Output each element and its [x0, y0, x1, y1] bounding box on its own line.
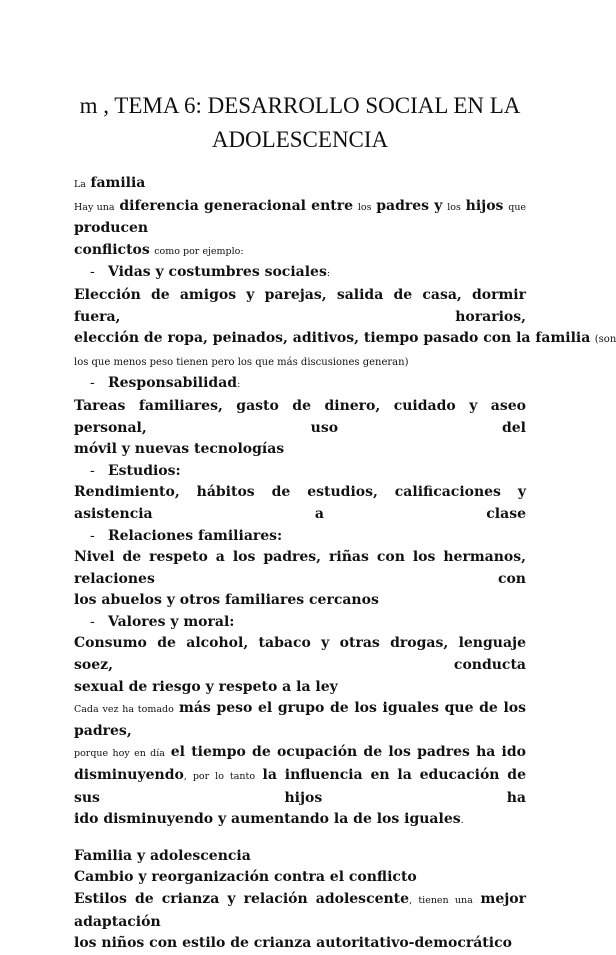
text-fragment: como por ejemplo:: [154, 245, 244, 257]
detail-rel-1: Nivel de respeto a los padres, riñas con los hermanos, relaciones con: [74, 549, 526, 587]
bullet-vidas: [74, 262, 526, 285]
section2-line-1: Cambio y reorganización contra el conflicto: [74, 869, 417, 886]
text-fragment: porque hoy en día: [74, 748, 165, 760]
text-fragment: Cada vez ha tomado: [74, 704, 174, 716]
text-fragment: Hay una: [74, 201, 115, 213]
text-familia: familia: [90, 175, 146, 191]
conclusion-line-4: [74, 809, 526, 832]
text-fragment: hijos: [465, 197, 504, 214]
text-fragment: los que menos peso tienen pero los que más discusiones generan): [74, 356, 409, 368]
bullet-valores: [74, 612, 526, 634]
detail-rel-2: los abuelos y otros familiares cercanos: [74, 592, 379, 609]
bullet-label: Vidas y costumbres sociales: [108, 264, 327, 281]
text-fragment: elección de ropa, peinados, aditivos, tiempo pasado con la familia: [74, 330, 591, 347]
bullet-dash: -: [90, 264, 95, 281]
text-fragment: la influencia en la educación de sus hijos ha: [74, 767, 527, 806]
section2-line-3: los niños con estilo de crianza autoritativo-democrático: [74, 935, 512, 952]
intro-line-2: [74, 240, 526, 263]
text-fragment: los: [447, 201, 461, 213]
text-fragment: que: [508, 201, 527, 213]
paragraph-gap: [74, 832, 526, 846]
text-fragment: conflictos: [74, 241, 150, 258]
document-title: [50, 89, 550, 157]
detail-val-2: sexual de riesgo y respeto a la ley: [74, 678, 338, 695]
bullet-label: Valores y moral:: [108, 613, 235, 630]
text-fragment: , tienen una: [409, 895, 473, 906]
bullet-dash: -: [90, 527, 95, 544]
text-fragment: los: [357, 201, 372, 213]
document-body: [74, 173, 616, 955]
text-fragment: más peso el grupo de los iguales que de los padres,: [74, 700, 526, 739]
detail-val-1: Consumo de alcohol, tabaco y otras drogas, lenguaje soez, conducta: [74, 635, 526, 674]
text-la: La: [74, 179, 86, 190]
detail-estudios-1: Rendimiento, hábitos de estudios, calificaciones y asistencia a clase: [74, 484, 526, 522]
conclusion-line-3: [74, 765, 526, 809]
text-fragment: Estilos de crianza y relación adolescente: [74, 891, 410, 907]
text-fragment: , por lo tanto: [183, 771, 256, 783]
detail-resp-1: Tareas familiares, gasto de dinero, cuidado y aseo personal, uso del: [74, 397, 526, 436]
bullet-dash: -: [90, 613, 95, 630]
title-line-1: m , TEMA 6: DESARROLLO SOCIAL EN LA: [79, 93, 521, 119]
bullet-dash: -: [90, 462, 95, 479]
text-fragment: producen: [74, 220, 149, 237]
title-line-2: ADOLESCENCIA: [211, 127, 389, 153]
text-fragment: el tiempo de ocupación de los padres ha ido: [170, 744, 527, 761]
conclusion-line-2: [74, 742, 526, 765]
bullet-label: Estudios:: [108, 462, 181, 479]
detail-vidas-1: Elección de amigos y parejas, salida de casa, dormir fuera, horarios,: [74, 286, 526, 325]
bullet-suffix: :: [326, 268, 331, 280]
conclusion-line-1: [74, 698, 526, 742]
bullet-label: Responsabilidad: [108, 375, 238, 392]
bullet-suffix: :: [237, 379, 241, 391]
text-fragment: disminuyendo: [74, 767, 184, 784]
section-heading-familia: [74, 173, 526, 196]
text-fragment: .: [460, 815, 464, 827]
bullet-estudios: [74, 461, 526, 483]
text-fragment: mejor adaptación: [74, 891, 527, 930]
detail-vidas-3: [74, 351, 526, 374]
bullet-responsabilidad: [74, 373, 526, 396]
bullet-label: Relaciones familiares:: [108, 527, 283, 544]
text-fragment: diferencia generacional entre: [119, 197, 354, 214]
bullet-dash: -: [90, 375, 95, 392]
section2-heading: Familia y adolescencia: [74, 847, 251, 864]
section2-line-2: [74, 889, 526, 933]
detail-vidas-2: [74, 328, 616, 351]
text-fragment: ido disminuyendo y aumentando la de los iguales: [74, 811, 461, 828]
text-fragment: (son: [594, 334, 616, 346]
text-fragment: padres y: [376, 197, 443, 214]
intro-line-1: [74, 196, 526, 240]
bullet-relaciones: [74, 526, 526, 548]
detail-resp-2: móvil y nuevas tecnologías: [74, 441, 285, 458]
